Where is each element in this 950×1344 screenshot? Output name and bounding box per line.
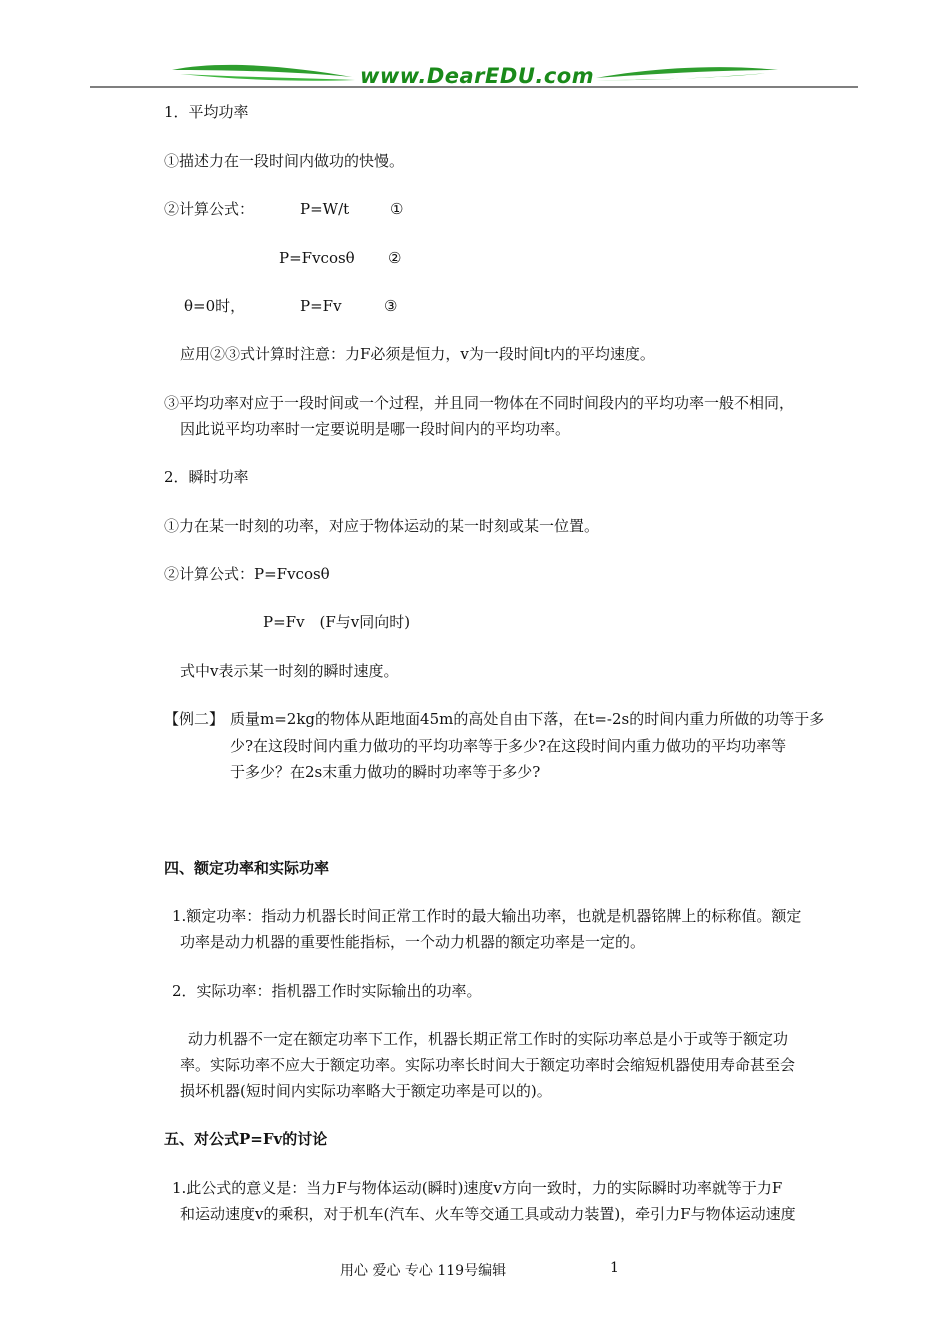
- formula: P=W/t: [300, 200, 350, 218]
- formula-number: ①: [390, 200, 404, 218]
- left-swoosh-lower: [180, 74, 355, 81]
- text-line: 1.额定功率：指动力机器长时间正常工作时的最大输出功率，也就是机器铭牌上的标称值。额定: [172, 907, 802, 925]
- right-swoosh: [596, 67, 778, 78]
- formula: P=Fvcosθ: [279, 249, 355, 267]
- text-line: 功率是动力机器的重要性能指标，一个动力机器的额定功率是一定的。: [180, 933, 646, 951]
- example-text: 少?在这段时间内重力做功的平均功率等于多少?在这段时间内重力做功的平均功率等: [230, 737, 787, 755]
- text-line: ②计算公式：P=Fvcosθ: [164, 565, 330, 583]
- text-line: 动力机器不一定在额定功率下工作，机器长期正常工作时的实际功率总是小于或等于额定功: [188, 1030, 789, 1048]
- formula-number: ②: [388, 249, 402, 267]
- formula: P=Fv: [300, 297, 342, 315]
- formula: P=Fv (F与v同向时): [263, 613, 411, 631]
- formula-condition: θ=0时，: [184, 297, 246, 315]
- text-line: ①描述力在一段时间内做功的快慢。: [164, 152, 405, 170]
- footer-note: 用心 爱心 专心 119号编辑: [340, 1263, 507, 1279]
- text-line: 和运动速度v的乘积，对于机车(汽车、火车等交通工具或动力装置)，牵引力F与物体运动速度: [180, 1205, 796, 1223]
- text-line: 因此说平均功率时一定要说明是哪一段时间内的平均功率。: [180, 420, 571, 438]
- heading-rated-actual-power: 四、额定功率和实际功率: [164, 859, 330, 877]
- text-line: 2．实际功率：指机器工作时实际输出的功率。: [172, 982, 482, 1000]
- section-title-instant-power: 2．瞬时功率: [164, 468, 249, 486]
- site-logo: www.DearEDU.com: [360, 64, 595, 88]
- heading-formula-discussion: 五、对公式P=Fv的讨论: [164, 1130, 328, 1148]
- formula-number: ③: [384, 297, 398, 315]
- section-title-average-power: 1．平均功率: [164, 103, 249, 121]
- text-line: 1.此公式的意义是：当力F与物体运动(瞬时)速度v方向一致时，力的实际瞬时功率就等于力F: [172, 1179, 783, 1197]
- text-line: ③平均功率对应于一段时间或一个过程，并且同一物体在不同时间段内的平均功率一般不相同，: [164, 394, 795, 412]
- text-line: 应用②③式计算时注意：力F必须是恒力，v为一段时间t内的平均速度。: [180, 345, 655, 363]
- text-line: 式中v表示某一时刻的瞬时速度。: [180, 662, 399, 680]
- text-line: ①力在某一时刻的功率，对应于物体运动的某一时刻或某一位置。: [164, 517, 600, 535]
- example-text: 于多少？在2s末重力做功的瞬时功率等于多少?: [230, 763, 541, 781]
- text-line: 损坏机器(短时间内实际功率略大于额定功率是可以的)。: [180, 1082, 552, 1100]
- page-header: [0, 0, 950, 92]
- formula-label: ②计算公式：: [164, 200, 255, 218]
- example-label: 【例二】: [164, 710, 225, 728]
- example-text: 质量m=2kg的物体从距地面45m的高处自由下落，在t=-2s的时间内重力所做的功等于多: [230, 710, 825, 728]
- text-line: 率。实际功率不应大于额定功率。实际功率长时间大于额定功率时会缩短机器使用寿命甚至会: [180, 1056, 796, 1074]
- page-number: 1: [610, 1260, 619, 1276]
